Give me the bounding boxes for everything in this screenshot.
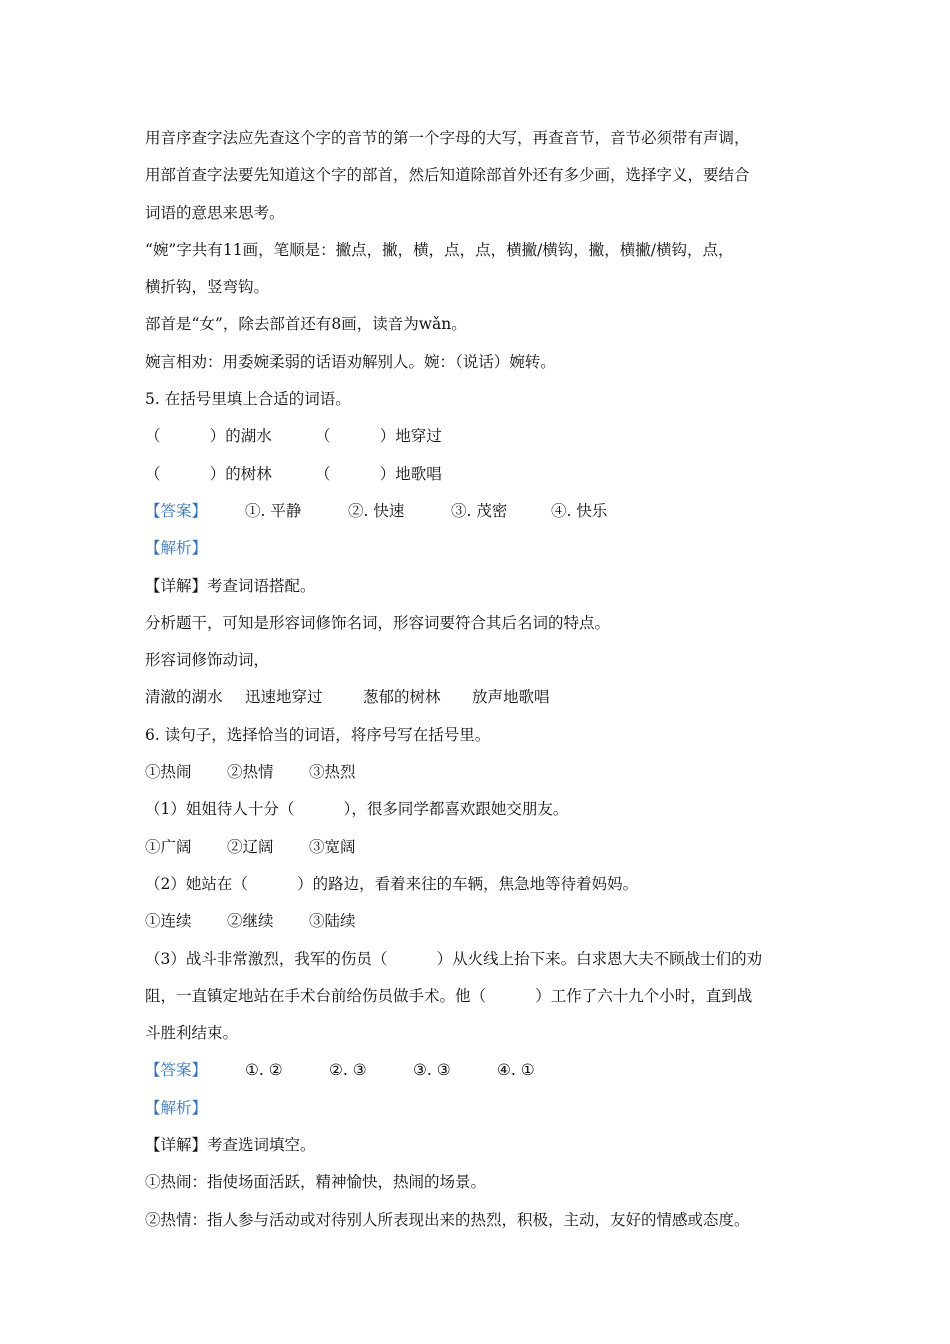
q6-sentence-1: （1）姐姐待人十分（ ），很多同学都喜欢跟她交朋友。 (145, 800, 569, 819)
q6-sentence-3-line-3: 斗胜利结束。 (145, 1024, 239, 1043)
q5-answer-4: ④. 快乐 (551, 501, 608, 520)
q6-opt2-2: ②辽阔 (227, 837, 274, 856)
q5-example-1: 清澈的湖水 (145, 688, 223, 707)
q5-answer-1: ①. 平静 (245, 501, 302, 520)
q6-detail-text: 考查选词填空。 (207, 1136, 316, 1155)
q5-examples (145, 679, 825, 716)
q6-explain-2: ②热情：指人参与活动或对待别人所表现出来的热烈，积极，主动，友好的情感或态度。 (145, 1210, 750, 1229)
q6-opt3-2: ②继续 (227, 912, 274, 931)
q5-blank-4: （ ）地歌唱 (315, 464, 442, 483)
document-page (145, 120, 825, 1239)
intro-line-7: 婉言相劝：用委婉柔弱的话语劝解别人。婉：（说话）婉转。 (145, 352, 556, 371)
q5-example-2: 迅速地穿过 (245, 688, 323, 707)
q5-analysis-tag: 【解析】 (145, 539, 208, 558)
q6-opt1-1: ①热闹 (145, 763, 192, 782)
q6-explain-1: ①热闹：指使场面活跃，精神愉快，热闹的场景。 (145, 1173, 487, 1192)
q6-opt2-1: ①广阔 (145, 837, 192, 856)
q6-sentence-3-line-2: 阻，一直镇定地站在手术台前给伤员做手术。他（ ）工作了六十九个小时，直到战 (145, 986, 753, 1005)
q6-title: 6. 读句子，选择恰当的词语，将序号写在括号里。 (145, 725, 491, 744)
q5-explain-2: 形容词修饰动词， (145, 651, 270, 670)
intro-line-3: 词语的意思来思考。 (145, 203, 285, 222)
q6-answer (145, 1052, 825, 1089)
q6-answer-2: ②. ③ (329, 1061, 367, 1080)
intro-line-6: 部首是“女”，除去部首还有8画，读音为wǎn。 (145, 315, 467, 334)
q6-opt1-3: ③热烈 (309, 763, 356, 782)
q6-detail-tag: 【详解】 (145, 1136, 208, 1155)
q5-example-4: 放声地歌唱 (472, 688, 550, 707)
intro-line-1: 用音序查字法应先查这个字的音节的第一个字母的大写，再查音节，音节必须带有声调， (145, 129, 750, 147)
q5-blank-2: （ ）地穿过 (315, 427, 442, 446)
intro-line-4: “婉”字共有11画，笔顺是：撇点，撇，横，点，点，横撇/横钩，撇，横撇/横钩，点， (145, 240, 734, 259)
q6-detail (145, 1127, 825, 1164)
q6-opt3-3: ③陆续 (309, 912, 356, 931)
q6-analysis-tag: 【解析】 (145, 1098, 208, 1117)
q5-answer-2: ②. 快速 (348, 501, 405, 520)
q5-title: 5. 在括号里填上合适的词语。 (145, 390, 351, 409)
intro-line-5: 横折钩，竖弯钩。 (145, 278, 270, 297)
q6-sentence-3-line-1: （3）战斗非常激烈，我军的伤员（ ）从火线上抬下来。白求恩大夫不顾战士们的劝 (145, 949, 763, 968)
q5-blank-3: （ ）的树林 (145, 464, 272, 483)
q5-row-1 (145, 418, 825, 455)
q5-answer (145, 493, 825, 530)
q6-sentence-2: （2）她站在（ ）的路边，看着来往的车辆，焦急地等待着妈妈。 (145, 874, 639, 893)
q5-row-2 (145, 456, 825, 493)
q5-answer-tag: 【答案】 (145, 501, 208, 520)
q5-detail (145, 568, 825, 605)
q6-answer-4: ④. ① (497, 1061, 535, 1080)
q6-answer-1: ①. ② (245, 1061, 283, 1080)
q5-detail-text: 考查词语搭配。 (207, 576, 316, 595)
q5-answer-3: ③. 茂密 (451, 501, 508, 520)
q6-answer-3: ③. ③ (413, 1061, 451, 1080)
q5-example-3: 葱郁的树林 (363, 688, 441, 707)
q6-options-3 (145, 903, 825, 940)
q6-answer-tag: 【答案】 (145, 1061, 208, 1080)
q5-blank-1: （ ）的湖水 (145, 427, 272, 446)
intro-line-2: 用部首查字法要先知道这个字的部首，然后知道除部首外还有多少画，选择字义，要结合 (145, 166, 750, 185)
q5-detail-tag: 【详解】 (145, 576, 208, 595)
q6-opt2-3: ③宽阔 (309, 837, 356, 856)
q6-options-1 (145, 754, 825, 791)
q6-opt3-1: ①连续 (145, 912, 192, 931)
q6-opt1-2: ②热情 (227, 763, 274, 782)
q5-explain-1: 分析题干，可知是形容词修饰名词，形容词要符合其后名词的特点。 (145, 613, 611, 632)
q6-options-2 (145, 829, 825, 866)
